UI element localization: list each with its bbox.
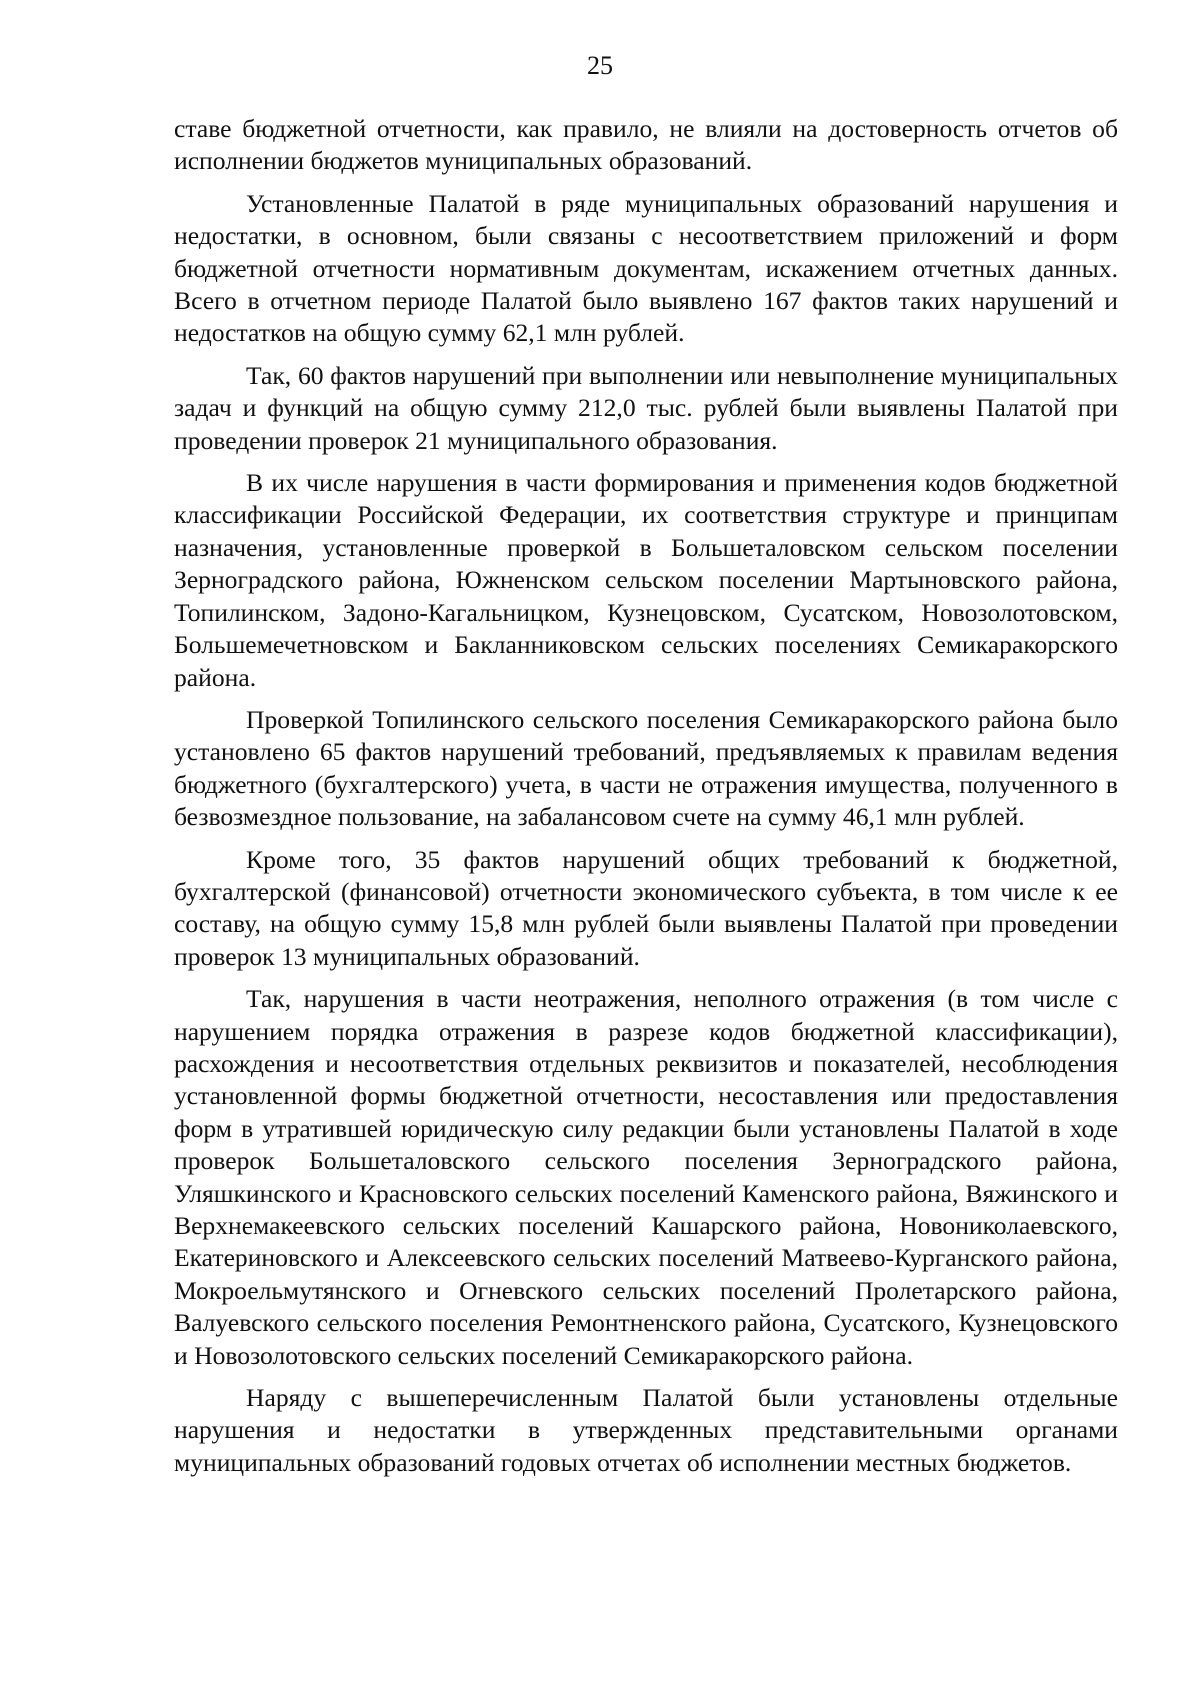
paragraph: Кроме того, 35 фактов нарушений общих требований к бюджетной, бухгалтерской (финансовой) отчетности экономического субъекта, в том числе к ее составу, на общую сумму 15,8 млн рублей были выявлены Палатой при проведении проверок 13 муниципальных образований. (174, 844, 1118, 971)
paragraph: Так, 60 фактов нарушений при выполнении или невыполнение муниципальных задач и функций на общую сумму 212,0 тыс. рублей были выявлены Палатой при проведении проверок 21 муниципального образования. (174, 360, 1118, 455)
paragraph: ставе бюджетной отчетности, как правило, не влияли на достоверность отчетов об исполнении бюджетов муниципальных образований. (174, 114, 1118, 176)
paragraph: В их числе нарушения в части формирования и применения кодов бюджетной классификации Российской Федерации, их соответствия структуре и принципам назначения, установленные проверкой в Большеталовском сельском поселении Зерноградского района, Южненском сельском поселении Мартыновского района, Топилинском, Задоно-Кагальницком, Кузнецовском, Сусатском, Новозолотовском, Большемечетновском и Бакланниковском сельских поселениях Семикаракорского района. (174, 468, 1118, 692)
paragraph: Проверкой Топилинского сельского поселения Семикаракорского района было установлено 65 фактов нарушений требований, предъявляемых к правилам ведения бюджетного (бухгалтерского) учета, в части не отражения имущества, полученного в безвозмездное пользование, на забалансовом счете на сумму 46,1 млн рублей. (174, 704, 1118, 832)
paragraph: Установленные Палатой в ряде муниципальных образований нарушения и недостатки, в основном, были связаны с несоответствием приложений и форм бюджетной отчетности нормативным документам, искажением отчетных данных. Всего в отчетном периоде Палатой было выявлено 167 фактов таких нарушений и недостатков на общую сумму 62,1 млн рублей. (174, 188, 1118, 348)
paragraph: Так, нарушения в части неотражения, неполного отражения (в том числе с нарушением порядка отражения в разрезе кодов бюджетной классификации), расхождения и несоответствия отдельных реквизитов и показателей, несоблюдения установленной формы бюджетной отчетности, несоставления или предоставления форм в утратившей юридическую силу редакции были установлены Палатой в ходе проверок Большеталовского сельского поселения Зерноградского района, Уляшкинского и Красновского сельских поселений Каменского района, Вяжинского и Верхнемакеевского сельских поселений Кашарского района, Новониколаевского, Екатериновского и Алексеевского сельских поселений Матвеево-Курганского района, Мокроельмутянского и Огневского сельских поселений Пролетарского района, Валуевского сельского поселения Ремонтненского района, Сусатского, Кузнецовского и Новозолотовского сельских поселений Семикаракорского района. (174, 984, 1118, 1370)
paragraph: Наряду с вышеперечисленным Палатой были установлены отдельные нарушения и недостатки в утвержденных представительными органами муниципальных образований годовых отчетах об исполнении местных бюджетов. (174, 1383, 1118, 1477)
page-number: 25 (587, 51, 613, 80)
document-body (174, 113, 1118, 1489)
